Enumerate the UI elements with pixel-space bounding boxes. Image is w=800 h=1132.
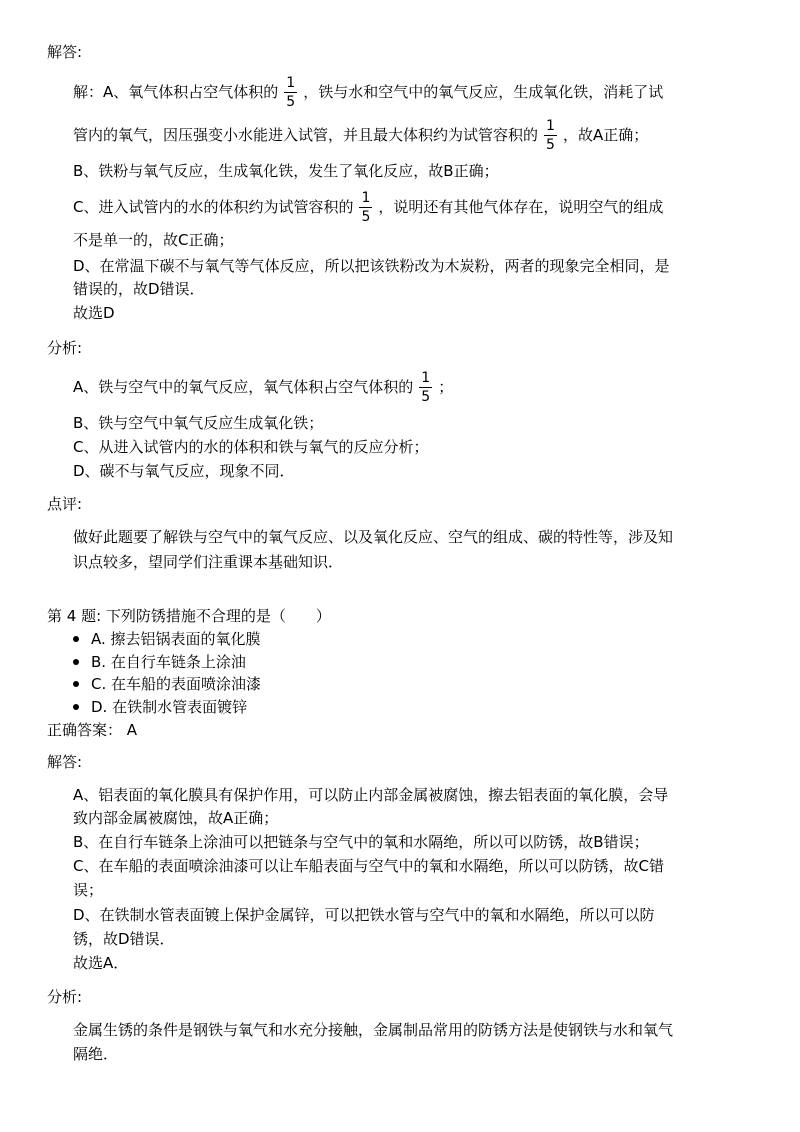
q3-comment-line1: 做好此题要了解铁与空气中的氧气反应、以及氧化反应、空气的组成、碳的特性等，涉及知 [73, 528, 674, 546]
q4-options-list [73, 628, 261, 718]
q4-answer-d-line2: 锈，故D错误． [73, 930, 175, 948]
q3-analysis-d: D、碳不与氧气反应，现象不同． [73, 462, 295, 480]
text: 解：A、氧气体积占空气体积的 [73, 83, 279, 101]
fraction-denominator: 5 [361, 209, 371, 225]
q4-option-a [73, 628, 261, 651]
q3-analysis-b: B、铁与空气中氧气反应生成氧化铁； [73, 414, 324, 432]
q4-option-a-text: A. 擦去铝锅表面的氧化膜 [91, 630, 261, 648]
q4-analysis-label: 分析: [47, 988, 83, 1006]
q4-answer-c-line1: C、在车船的表面喷涂油漆可以让车船表面与空气中的氧和水隔绝，所以可以防锈，故C错 [73, 857, 664, 875]
bullet-icon [73, 704, 79, 710]
text: C、进入试管内的水的体积约为试管容积的 [73, 198, 354, 216]
fraction-bar [359, 207, 372, 208]
q4-answer-c-line2: 误； [73, 881, 104, 899]
text: ； [438, 378, 454, 396]
text: ，铁与水和空气中的氧气反应，生成氧化铁，消耗了试 [303, 83, 664, 101]
q4-answer-d-line1: D、在铁制水管表面镀上保护金属锌，可以把铁水管与空气中的氧和水隔绝，所以可以防 [73, 906, 655, 924]
q4-answer-b: B、在自行车链条上涂油可以把链条与空气中的氧和水隔绝，所以可以防锈，故B错误； [73, 833, 649, 851]
fraction-bar [284, 92, 297, 93]
fraction-numerator: 1 [361, 190, 371, 206]
fraction-bar [419, 387, 432, 388]
text: 管内的氧气，因压强变小水能进入试管，并且最大体积约为试管容积的 [73, 126, 539, 144]
q3-analysis-c: C、从进入试管内的水的体积和铁与氧气的反应分析； [73, 438, 429, 456]
fraction-denominator: 5 [421, 389, 431, 405]
q4-option-d-text: D. 在铁制水管表面镀锌 [91, 697, 248, 716]
q3-answer-a-line1 [73, 75, 663, 110]
q3-answer-c-line1 [73, 190, 663, 225]
q3-analysis-label: 分析: [47, 339, 83, 357]
q3-comment-line2: 识点较多，望同学们注重课本基础知识． [73, 553, 344, 571]
q4-option-b-text: B. 在自行车链条上涂油 [91, 652, 246, 671]
q4-analysis-line2: 隔绝． [73, 1045, 119, 1063]
q4-option-c-text: C. 在车船的表面喷涂油漆 [91, 675, 262, 693]
bullet-icon [73, 681, 79, 687]
q3-analysis-a [73, 370, 453, 405]
fraction-numerator: 1 [421, 370, 431, 386]
q4-analysis-line1: 金属生锈的条件是钢铁与氧气和水充分接触，金属制品常用的防锈方法是使钢铁与水和氧气 [73, 1021, 674, 1039]
q4-answer-choice: 故选A． [73, 954, 129, 972]
q4-option-c [73, 673, 261, 696]
q4-answer-label: 解答: [47, 753, 83, 771]
q3-answer-a-line2 [73, 118, 648, 153]
q3-answer-choice: 故选D [73, 304, 115, 322]
q3-comment-label: 点评: [47, 495, 83, 513]
q4-title: 第 4 题: 下列防锈措施不合理的是（ ） [47, 607, 331, 625]
fraction-numerator: 1 [546, 118, 555, 134]
q3-answer-b: B、铁粉与氧气反应，生成氧化铁，发生了氧化反应，故B正确； [73, 162, 499, 180]
text: ，故A正确； [562, 126, 649, 144]
fraction-denominator: 5 [546, 137, 555, 153]
fraction-one-fifth [359, 190, 372, 225]
q3-answer-c-line2: 不是单一的，故C正确； [73, 231, 234, 249]
fraction-one-fifth [284, 75, 297, 110]
q4-answer-a-line1: A、铝表面的氧化膜具有保护作用，可以防止内部金属被腐蚀，擦去铝表面的氧化膜，会导 [73, 786, 669, 804]
q3-answer-label: 解答: [47, 43, 83, 61]
q3-answer-d-line2: 错误的，故D错误． [73, 280, 205, 298]
q4-option-b [73, 651, 261, 674]
q4-answer-a-line2: 致内部金属被腐蚀，故A正确； [73, 809, 279, 827]
fraction-one-fifth [419, 370, 432, 405]
text: A、铁与空气中的氧气反应，氧气体积占空气体积的 [73, 378, 414, 396]
fraction-bar [544, 135, 557, 136]
text: ，说明还有其他气体存在，说明空气的组成 [378, 198, 664, 216]
fraction-denominator: 5 [286, 94, 296, 110]
fraction-one-fifth [544, 118, 557, 153]
fraction-numerator: 1 [286, 75, 296, 91]
q4-correct-answer: 正确答案： A [47, 721, 138, 739]
q3-answer-d-line1: D、在常温下碳不与氧气等气体反应，所以把该铁粉改为木炭粉，两者的现象完全相同，是 [73, 257, 670, 275]
q4-option-d [73, 696, 261, 719]
bullet-icon [73, 636, 79, 642]
bullet-icon [73, 659, 79, 665]
